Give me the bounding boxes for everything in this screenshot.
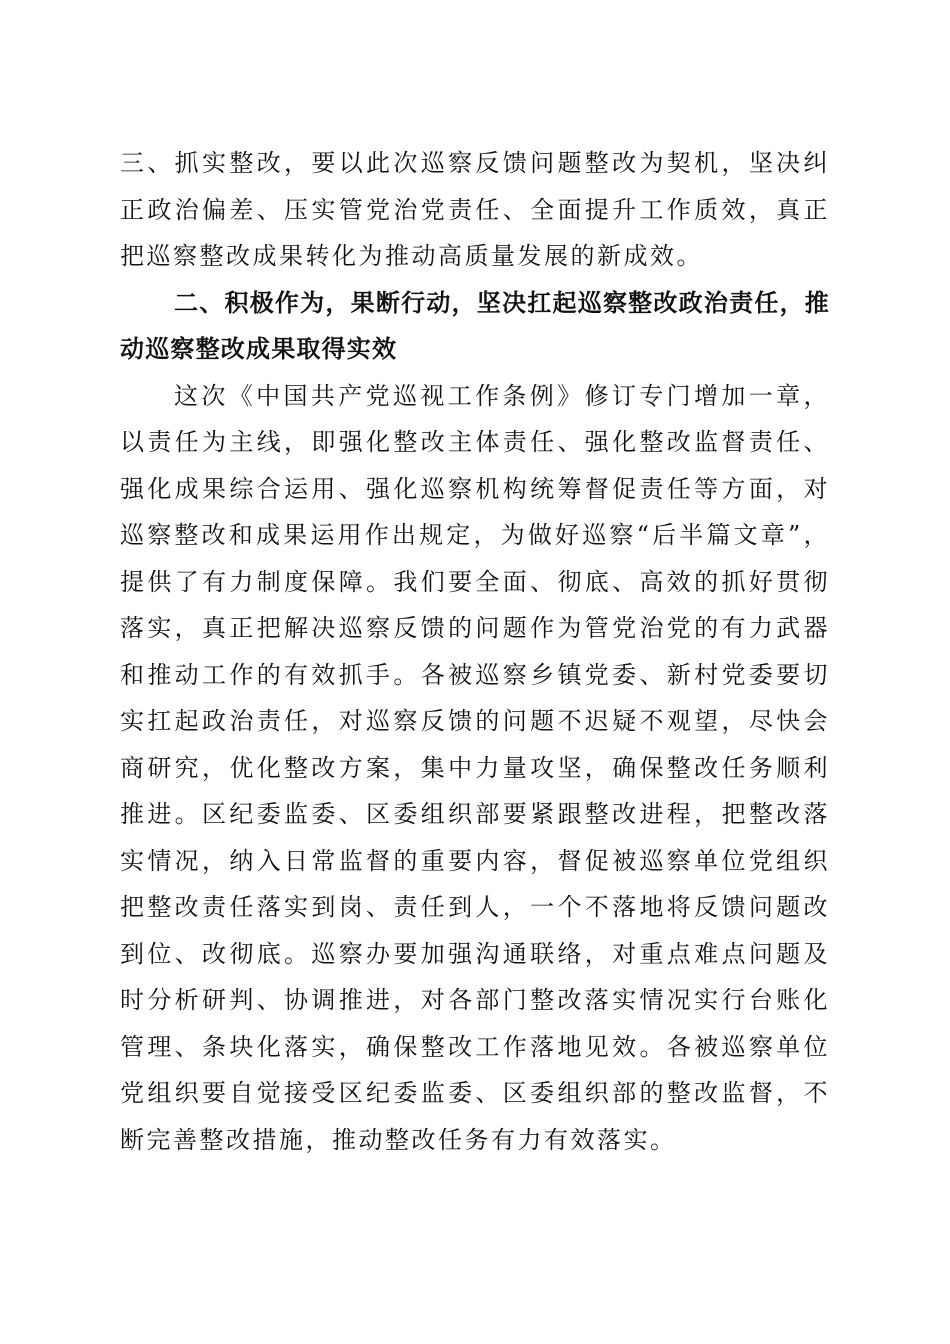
document-body [120,140,830,1163]
section-heading-2: 二、积极作为，果断行动，坚决扛起巡察整改政治责任，推动巡察整改成果取得实效 [120,288,830,363]
paragraph-continuation: 三、抓实整改，要以此次巡察反馈问题整改为契机，坚决纠正政治偏差、压实管党治党责任、全面提升工作质效，真正把巡察整改成果转化为推动高质量发展的新成效。 [120,149,830,270]
paragraph-section-2: 这次《中国共产党巡视工作条例》修订专门增加一章，以责任为主线，即强化整改主体责任、强化整改监督责任、强化成果综合运用、强化巡察机构统筹督促责任等方面，对巡察整改和成果运用作出规定，为做好巡察“后半篇文章”，提供了有力制度保障。我们要全面、彻底、高效的抓好贯彻落实，真正把解决巡察反馈的问题作为管党治党的有力武器和推动工作的有效抓手。各被巡察乡镇党委、新村党委要切实扛起政治责任，对巡察反馈的问题不迟疑不观望，尽快会商研究，优化整改方案，集中力量攻坚，确保整改任务顺利推进。区纪委监委、区委组织部要紧跟整改进程，把整改落实情况，纳入日常监督的重要内容，督促被巡察单位党组织把整改责任落实到岗、责任到人，一个不落地将反馈问题改到位、改彻底。巡察办要加强沟通联络，对重点难点问题及时分析研判、协调推进，对各部门整改落实情况实行台账化管理、条块化落实，确保整改工作落地见效。各被巡察单位党组织要自觉接受区纪委监委、区委组织部的整改监督，不断完善整改措施，推动整改任务有力有效落实。 [120,381,830,1154]
